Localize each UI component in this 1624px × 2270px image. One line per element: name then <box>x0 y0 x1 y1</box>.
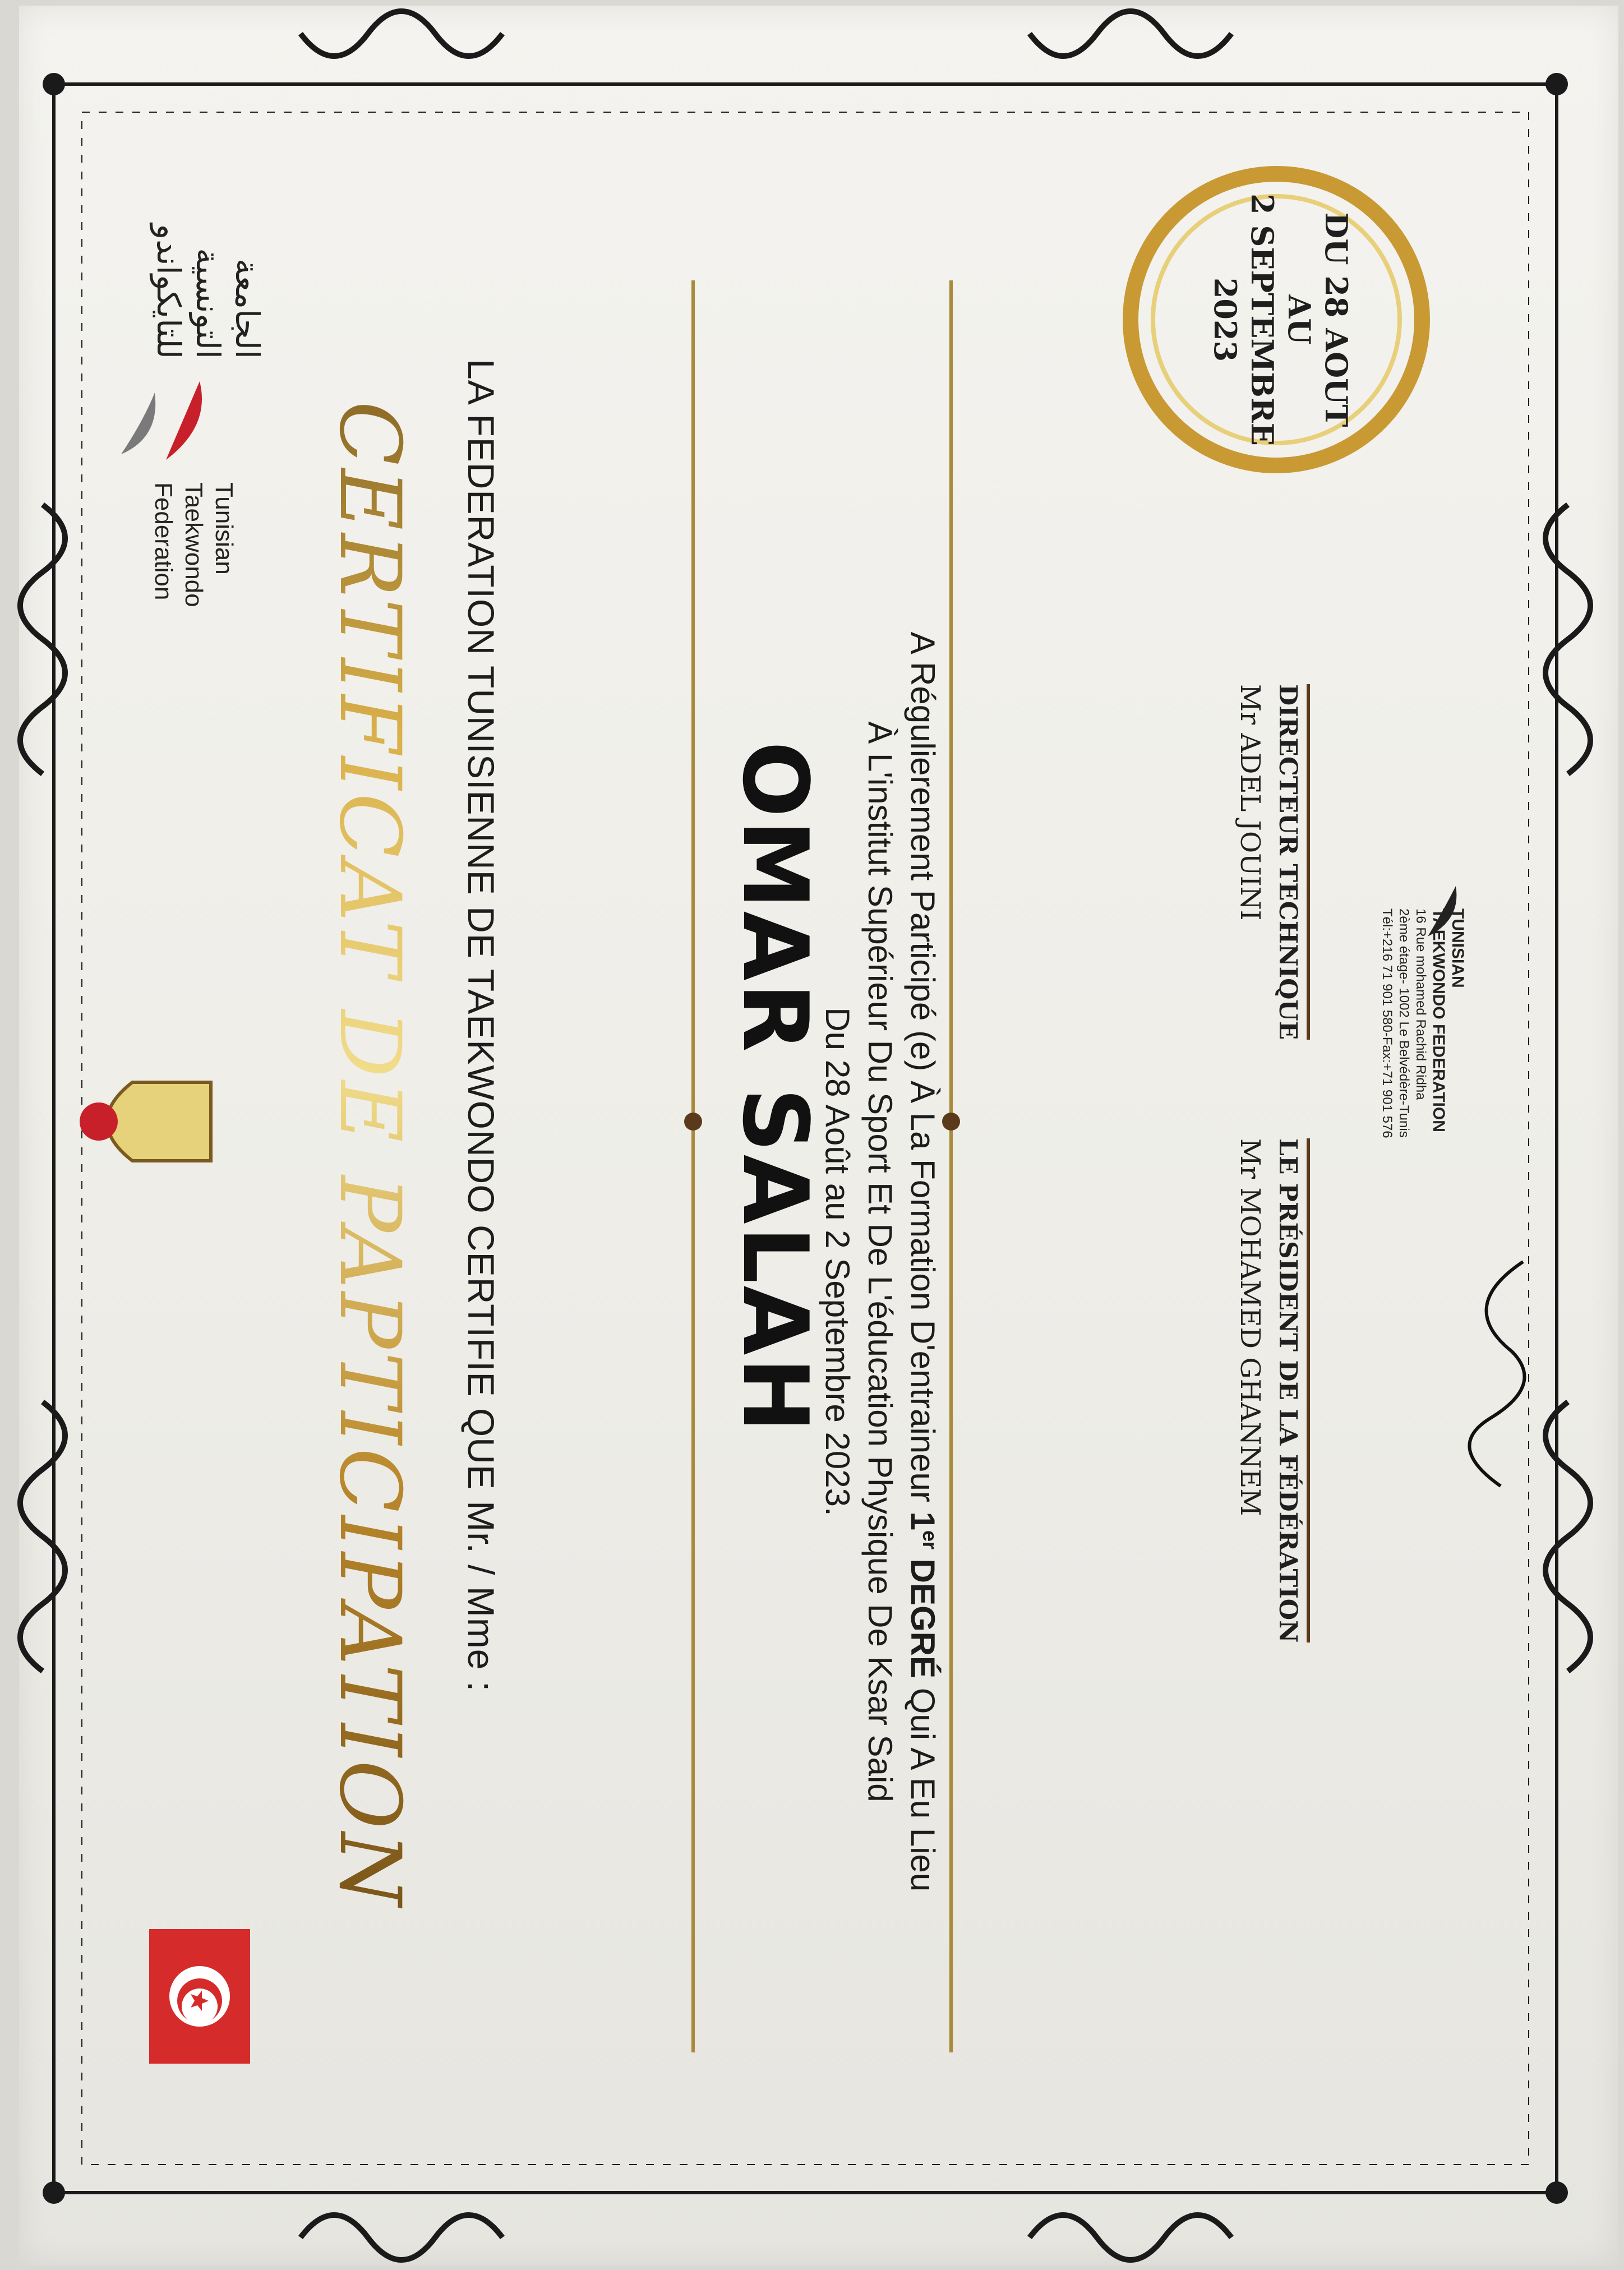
body-line-3: Du 28 Août au 2 Septembre 2023. <box>819 1007 856 1516</box>
signatory-president: LE PRÉSIDENT DE LA FÉDÉRATION Mr MOHAMED GHANNEM <box>1234 1138 1310 1642</box>
certificate-title: CERTIFICAT DE PAPTICIPATION <box>321 314 418 1996</box>
tunisia-flag-icon <box>149 1929 250 2064</box>
federation-name-english: Tunisian Taekwondo Federation <box>150 482 238 607</box>
seal-dates: DU 28 AOUT AU 2 SEPTEMBRE 2023 <box>1207 193 1354 446</box>
certificate-body <box>816 393 951 2131</box>
body-line-2: À L'institut Supérieur Du Sport Et De L'éducation Physique De Ksar Said <box>861 721 899 1802</box>
certificate-subtitle: LA FEDERATION TUNISIENNE DE TAEKWONDO CERTIFIE QUE Mr. / Mme : <box>460 359 502 1692</box>
signature-icon <box>1469 1262 1524 1486</box>
recipient-name: OMAR SALAH <box>723 741 828 1435</box>
coat-of-arms-icon <box>80 1082 211 1161</box>
signatory-technical-director: DIRECTEUR TECHNIQUE Mr ADEL JOUINI <box>1234 684 1310 1040</box>
federation-stamp: TUNISIAN TAEKWONDO FEDERATION 16 Rue mohamed Rachid Ridha 2ème étage- 1002 Le Belvédère-Tunis Tél:+216 71 901 580-Fax:+71 901 576 <box>1380 908 1467 1138</box>
federation-name-arabic: الجامعة التونسية للتايكواندو <box>150 224 266 359</box>
body-line-1: A Régulierement Participé (e) À La Formation D'entraineur 1er DEGRÉ Qui A Eu Lieu <box>904 631 942 1892</box>
federation-logo-icon <box>121 381 202 460</box>
